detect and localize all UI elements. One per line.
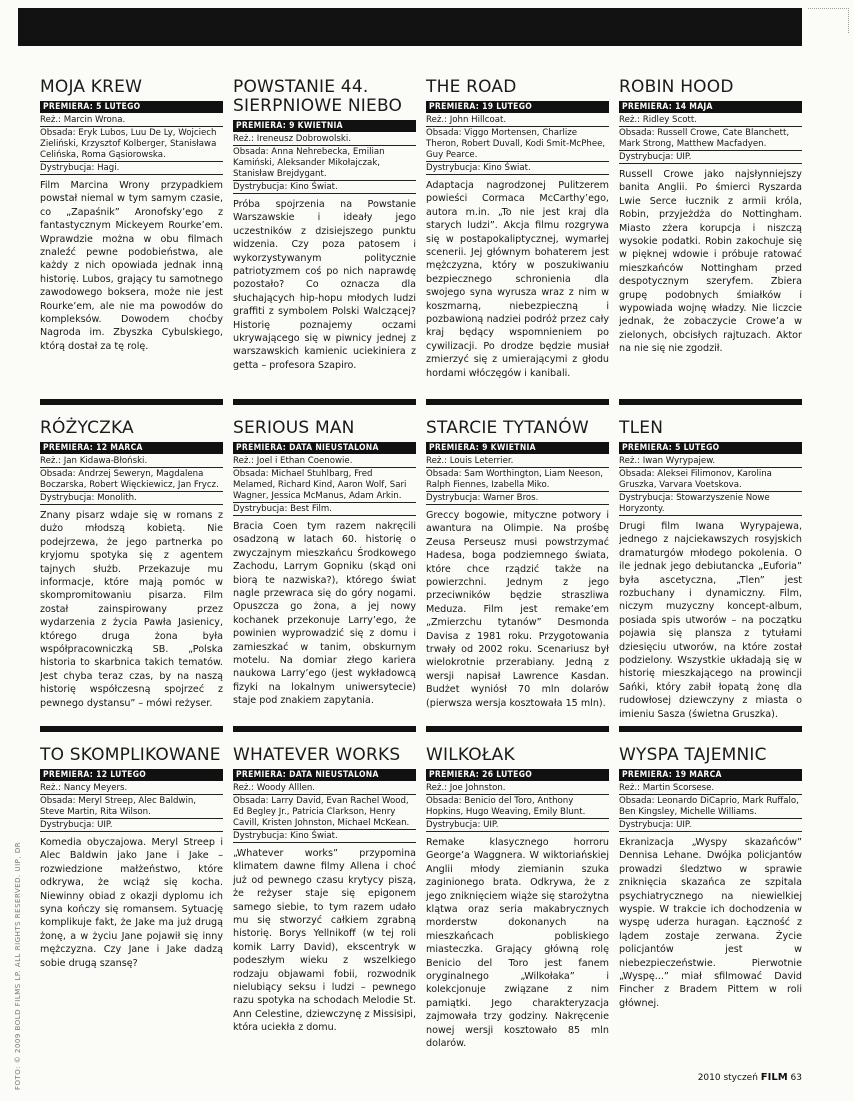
end-bar <box>233 726 416 732</box>
review-wilkolak <box>426 740 609 1060</box>
premiere-badge: PREMIERA: 5 LUTEGO <box>619 442 802 454</box>
review-body: Komedia obyczajowa. Meryl Streep i Alec Baldwin jako Jane i Jake – rozwiedzione małżeństwo, które odkrywa, że wciąż się kocha. Niewinny obiad z okazji dyplomu ich syna kończy się romansem. Sytuację komplikuje fakt, że Jake ma już drugą żonę, a w życiu Jane pojawił się inny mężczyzna. Czy Jane i Jake dadzą sobie drugą szansę? <box>40 837 223 969</box>
director-line: Reż.: Martin Scorsese. <box>619 782 802 795</box>
review-title: TO SKOMPLIKOWANE <box>40 745 221 765</box>
director-line: Reż.: Marcin Wrona. <box>40 114 223 127</box>
cast-line: Obsada: Andrzej Seweryn, Magdalena Boczarska, Robert Więckiewicz, Jan Frycz. <box>40 468 223 492</box>
director-line: Reż.: Ireneusz Dobrowolski. <box>233 133 416 146</box>
cast-line: Obsada: Sam Worthington, Liam Neeson, Ralph Fiennes, Izabella Miko. <box>426 468 609 492</box>
review-rozyczka <box>40 413 223 740</box>
review-title: WHATEVER WORKS <box>233 745 401 765</box>
credits <box>233 133 416 194</box>
credits <box>619 114 802 164</box>
review-title: MOJA KREW <box>40 77 143 97</box>
credits <box>619 782 802 832</box>
review-title: RÓŻYCZKA <box>40 418 134 438</box>
review-body: „Whatever works” przypomina klimatem dawne filmy Allena i choć już od pewnego czasu krytycy piszą, że reżyser staje się epigonem samego siebie, to tym razem udało mu się stworzyć całkiem zgrabną historię. Borys Yellnikoff (w tej roli komik Larry David), ekscentryk w podeszłym wieku z wszelkiego rodzaju objawami fobii, rozwodnik nielubiący seksu i ludzi – pewnego razu spotyka na schodach Melodie St. Ann Celestine, dziewczynę z Missisipi, która uciekła z domu. <box>233 848 416 1034</box>
end-bar <box>233 399 416 405</box>
distribution-line: Dystrybucja: Warner Bros. <box>426 492 609 505</box>
end-bar <box>619 399 802 405</box>
director-line: Reż.: Iwan Wyrypajew. <box>619 455 802 468</box>
review-title: WILKOŁAK <box>426 745 515 765</box>
premiere-badge: PREMIERA: 19 LUTEGO <box>426 101 609 113</box>
distribution-line: Dystrybucja: UIP. <box>40 819 223 832</box>
distribution-line: Dystrybucja: Best Film. <box>233 503 416 516</box>
reviews-grid <box>40 76 802 1060</box>
distribution-line: Dystrybucja: Stowarzyszenie Nowe Horyzonty. <box>619 492 802 516</box>
review-whatever-works <box>233 740 416 1060</box>
cast-line: Obsada: Larry David, Evan Rachel Wood, Ed Begley Jr., Patricia Clarkson, Henry Cavill, Kristen Johnston, Michael McKean. <box>233 795 416 830</box>
review-body: Film Marcina Wrony przypadkiem powstał niemal w tym samym czasie, co „Zapaśnik” Aronofsky’ego z fantastycznym Mickeyem Rourke’em. Wprawdzie można w obu filmach znaleźć pewne podobieństwa, ale każdy z nich opowiada jednak inną historię. Lubos, grający tu samotnego zawodowego boksera, może nie jest Rourke’em, ale nie ma powodów do kompleksów. Dowodem choćby Nagroda im. Zbyszka Cybulskiego, którą dostał za tę rolę. <box>40 180 223 352</box>
end-bar <box>426 399 609 405</box>
review-serious-man <box>233 413 416 740</box>
review-title: THE ROAD <box>426 77 517 97</box>
review-to-skomplikowane <box>40 740 223 1060</box>
distribution-line: Dystrybucja: Kino Świat. <box>233 181 416 194</box>
director-line: Reż.: John Hillcoat. <box>426 114 609 127</box>
cast-line: Obsada: Leonardo DiCaprio, Mark Ruffalo, Ben Kingsley, Michelle Williams. <box>619 795 802 819</box>
review-the-road <box>426 76 609 413</box>
review-body: Bracia Coen tym razem nakręcili osadzoną w latach 60. historię o zwyczajnym mieszkańcu Środkowego Zachodu, Larrym Gopniku (skąd oni biorą te nazwiska?), którego świat nagle przewraca się do góry nogami. Opuszcza go żona, a jej nowy kochanek przekonuje Larry’ego, że powinien wyprowadzić się z domu i zamieszkać w tanim, obskurnym motelu. Na domiar złego kariera naukowa Larry’ego (jest wykładowcą fizyki na lokalnym uniwersytecie) staje pod znakiem zapytania. <box>233 521 416 707</box>
director-line: Reż.: Joe Johnston. <box>426 782 609 795</box>
premiere-badge: PREMIERA: 14 MAJA <box>619 101 802 113</box>
crop-mark <box>808 8 849 33</box>
cast-line: Obsada: Anna Nehrebecka, Emilian Kamiński, Aleksander Mikołajczak, Stanisław Brejdygant. <box>233 146 416 181</box>
credits <box>40 782 223 832</box>
issue-date: 2010 styczeń <box>697 1073 758 1083</box>
header-bar <box>18 8 802 46</box>
credits <box>619 455 802 516</box>
end-bar <box>619 726 802 732</box>
director-line: Reż.: Ridley Scott. <box>619 114 802 127</box>
photo-credit: FOTO: © 2009 BOLD FILMS LP. ALL RIGHTS RESERVED. UIP, DR <box>14 841 22 1090</box>
director-line: Reż.: Nancy Meyers. <box>40 782 223 795</box>
review-starcie-tytanow <box>426 413 609 740</box>
premiere-badge: PREMIERA: 9 KWIETNIA <box>233 120 416 132</box>
review-robin-hood <box>619 76 802 413</box>
cast-line: Obsada: Michael Stuhlbarg, Fred Melamed, Richard Kind, Aaron Wolf, Sari Wagner, Jessica McManus, Adam Arkin. <box>233 468 416 503</box>
review-wyspa-tajemnic <box>619 740 802 1060</box>
premiere-badge: PREMIERA: 5 LUTEGO <box>40 101 223 113</box>
review-title: POWSTANIE 44. SIERPNIOWE NIEBO <box>233 77 403 116</box>
end-bar <box>40 399 223 405</box>
review-title: WYSPA TAJEMNIC <box>619 745 767 765</box>
review-body: Greccy bogowie, mityczne potwory i awantura na Olimpie. Na prośbę Zeusa Perseusz musi powstrzymać Hadesa, boga podziemnego świata, które chce rządzić także na powierzchni. Jednym z jego przeciwników będzie straszliwa Meduza. Film jest remake’em „Zmierzchu tytanów” Desmonda Davisa z 1981 roku. Przygotowania trwały od 2002 roku. Scenariusz był wielokrotnie przerabiany. Jedną z wersji napisał Lawrence Kasdan. Budżet wyniósł 70 mln dolarów (pierwsza wersja kosztowała 15 mln). <box>426 510 609 709</box>
credits <box>233 455 416 516</box>
cast-line: Obsada: Benicio del Toro, Anthony Hopkins, Hugo Weaving, Emily Blunt. <box>426 795 609 819</box>
review-title: TLEN <box>619 418 664 438</box>
review-body: Drugi film Iwana Wyrypajewa, jednego z najciekawszych rosyjskich dramaturgów młodego pokolenia. O ile jednak jego debiutancka „Euforia” była ascetyczna, „Tlen” jest rozbuchany i dynamiczny. Film, niczym muzyczny koncept-album, posiada spis utworów – na początku pojawia się plansza z tytułami dziesięciu utworów, na które został podzielony. Wszystkie układają się w historię mieszkającego na prowincji Sańki, który zabił łopatą żonę dla rudowłosej dziewczyny z miasta o imieniu Sasza (świetna Gruszka). <box>619 521 802 720</box>
review-body: Próba spojrzenia na Powstanie Warszawskie i ideały jego uczestników z dzisiejszego punktu widzenia. Czy poza patosem i wykorzystywanym politycznie patriotyzmem coś po nich naprawdę pozostało? Co oznacza dla słuchających hip-hopu młodych ludzi graffiti z symbolem Polski Walczącej? Historię poznajemy oczami ukrywającego się w piwnicy jednej z warszawskich kamienic uciekiniera z getta – profesora Szapiro. <box>233 199 416 371</box>
review-body: Znany pisarz wdaje się w romans z dużo młodszą kobietą. Nie podejrzewa, że jego partnerka po kryjomu spotyka się z agentem tajnych służb. Przekazuje mu informacje, które mają pomóc w skompromitowaniu pisarza. Film został zainspirowany przez wydarzenia z życia Pawła Jasienicy, którego druga żona była współpracowniczką SB. „Polska historia to skarbnica takich tematów. Jest chyba teraz czas, by na naszą historię współczesną spojrzeć z pewnego dystansu” – mówi reżyser. <box>40 510 223 709</box>
review-moja-krew <box>40 76 223 413</box>
premiere-badge: PREMIERA: 26 LUTEGO <box>426 769 609 781</box>
review-title: SERIOUS MAN <box>233 418 355 438</box>
distribution-line: Dystrybucja: Kino Świat. <box>233 830 416 843</box>
distribution-line: Dystrybucja: Kino Świat. <box>426 162 609 175</box>
distribution-line: Dystrybucja: UIP. <box>619 819 802 832</box>
credits <box>40 455 223 505</box>
premiere-badge: PREMIERA: DATA NIEUSTALONA <box>233 442 416 454</box>
credits <box>426 114 609 175</box>
credits <box>40 114 223 175</box>
cast-line: Obsada: Aleksei Filimonov, Karolina Gruszka, Varvara Voetskova. <box>619 468 802 492</box>
review-body: Ekranizacja „Wyspy skazańców” Dennisa Lehane. Dwójka policjantów prowadzi śledztwo w sprawie zniknięcia skazańca ze szpitala psychiatrycznego na niewielkiej wyspie. W trakcie ich dochodzenia w wyspę uderza huragan. Łączność z lądem zostaje zerwana. Życie policjantów jest w niebezpieczeństwie. Pierwotnie „Wyspę...” miał sfilmować David Fincher z Bradem Pittem w roli głównej. <box>619 837 802 1009</box>
review-body: Adaptacja nagrodzonej Pulitzerem powieści Cormaca McCarthy’ego, autora m.in. „To nie jest kraj dla starych ludzi”. Akcja filmu rozgrywa się w postapokaliptycznej, wymarłej scenerii. Jej głównym bohaterem jest mężczyzna, który w poszukiwaniu bezpiecznego schronienia dla swojego syna wyrusza wraz z nim w koszmarną, niebezpieczną i pozbawioną nadziei podróż przez cały kraj będący wspomnieniem po cywilizacji. Po drodze będzie musiał zmierzyć się z umierającymi z głodu hordami włóczęgów i kanibali. <box>426 180 609 379</box>
premiere-badge: PREMIERA: 12 LUTEGO <box>40 769 223 781</box>
page-number: 63 <box>790 1073 802 1083</box>
director-line: Reż.: Louis Leterrier. <box>426 455 609 468</box>
director-line: Reż.: Woody Alllen. <box>233 782 416 795</box>
review-title: ROBIN HOOD <box>619 77 734 97</box>
review-tlen <box>619 413 802 740</box>
review-powstanie-44 <box>233 76 416 413</box>
premiere-badge: PREMIERA: 12 MARCA <box>40 442 223 454</box>
director-line: Reż.: Joel i Ethan Coenowie. <box>233 455 416 468</box>
distribution-line: Dystrybucja: UIP. <box>619 151 802 164</box>
credits <box>233 782 416 843</box>
distribution-line: Dystrybucja: Monolith. <box>40 492 223 505</box>
premiere-badge: PREMIERA: 9 KWIETNIA <box>426 442 609 454</box>
page-folio <box>698 1072 802 1083</box>
magazine-name: FILM <box>760 1072 788 1083</box>
distribution-line: Dystrybucja: UIP. <box>426 819 609 832</box>
director-line: Reż.: Jan Kidawa-Błoński. <box>40 455 223 468</box>
premiere-badge: PREMIERA: 19 MARCA <box>619 769 802 781</box>
cast-line: Obsada: Eryk Lubos, Luu De Ly, Wojciech Zieliński, Krzysztof Kolberger, Stanisława Celińska, Roma Gąsiorowska. <box>40 127 223 162</box>
cast-line: Obsada: Viggo Mortensen, Charlize Theron, Robert Duvall, Kodi Smit-McPhee, Guy Pearce. <box>426 127 609 162</box>
premiere-badge: PREMIERA: DATA NIEUSTALONA <box>233 769 416 781</box>
credits <box>426 782 609 832</box>
end-bar <box>426 726 609 732</box>
review-body: Remake klasycznego horroru George’a Waggnera. W wiktoriańskiej Anglii młody ziemianin szuka zaginionego brata. Odkrywa, że z jego zniknięciem wiąże się starożytna klątwa oraz seria makabrycznych morderstw dokonanych na mieszkańcach pobliskiego miasteczka. Grający główną rolę Benicio del Toro jest fanem oryginalnego „Wilkołaka” i kolekcjonuje związane z nim pamiątki. Jego charakteryzacja zajmowała trzy godziny. Nakręcenie nowej wersji kosztowało 85 mln dolarów. <box>426 837 609 1050</box>
distribution-line: Dystrybucja: Hagi. <box>40 162 223 175</box>
cast-line: Obsada: Russell Crowe, Cate Blanchett, Mark Strong, Matthew Macfadyen. <box>619 127 802 151</box>
review-body: Russell Crowe jako najsłynniejszy banita Anglii. Po śmierci Ryszarda Lwie Serce łucznik z armii króla, Robin, przyjeżdża do Nottingham. Miasto zżera korupcja i niszczą wysokie podatki. Robin zakochuje się w pięknej wdowie i próbuje ratować mieszkańców Nottingham przed despotycznym szeryfem. Zbiera grupę podobnych śmiałków i wypowiada wojnę władzy. Nie liczcie jednak, że zobaczycie Crowe’a w zielonych, obcisłych rajtuzach. Aktor na nie się nie zgodził. <box>619 169 802 355</box>
credits <box>426 455 609 505</box>
end-bar <box>40 726 223 732</box>
cast-line: Obsada: Meryl Streep, Alec Baldwin, Steve Martin, Rita Wilson. <box>40 795 223 819</box>
review-title: STARCIE TYTANÓW <box>426 418 589 438</box>
